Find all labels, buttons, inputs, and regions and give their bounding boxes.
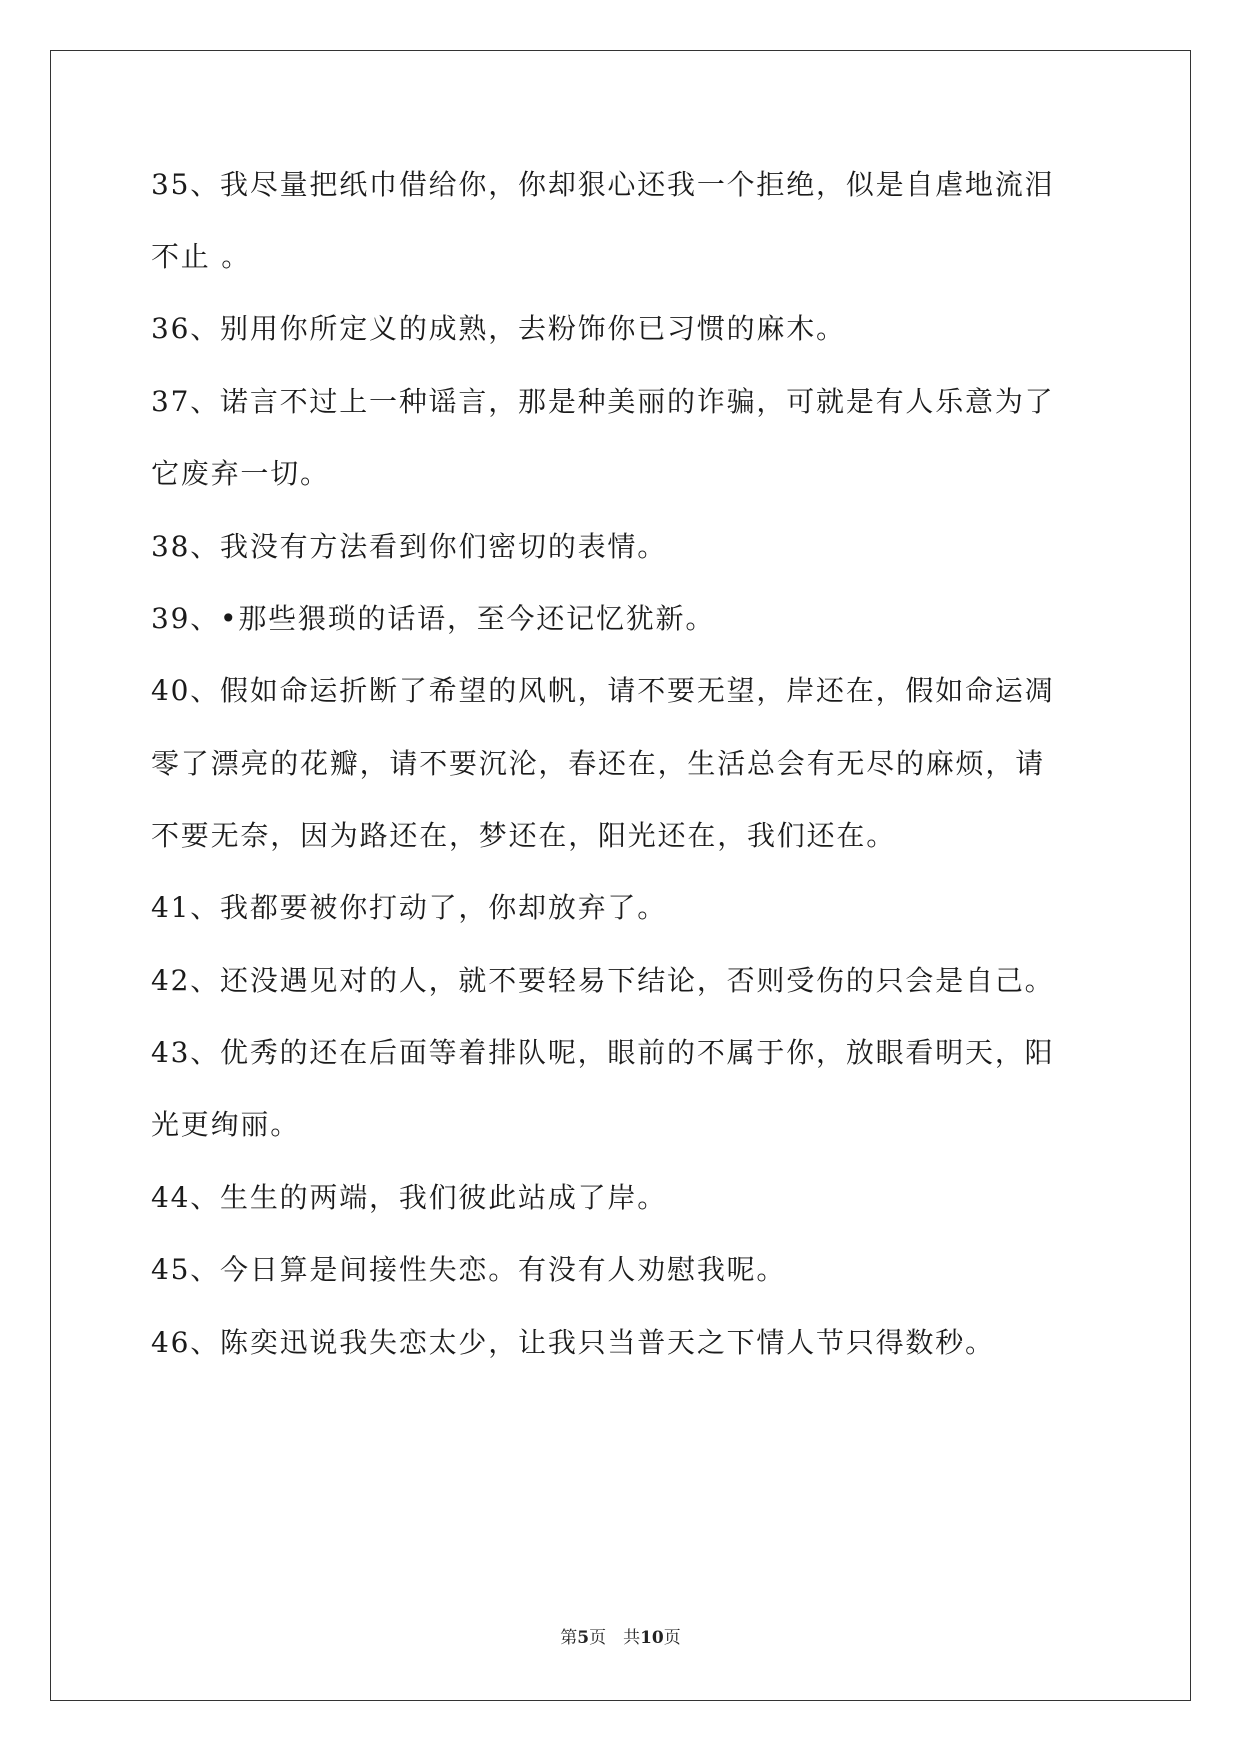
text-line: 45、今日算是间接性失恋。有没有人劝慰我呢。 (151, 1253, 787, 1286)
text-line: 36、别用你所定义的成熟，去粉饰你已习惯的麻木。 (151, 312, 846, 345)
text-line: 它废弃一切。 (151, 457, 330, 490)
page-footer (0, 1626, 1241, 1650)
text-line: 42、还没遇见对的人，就不要轻易下结论，否则受伤的只会是自己。 (151, 964, 1055, 997)
text-line: 38、我没有方法看到你们密切的表情。 (151, 530, 668, 563)
text-line: 光更绚丽。 (151, 1108, 301, 1141)
text-line: 41、我都要被你打动了，你却放弃了。 (151, 891, 668, 924)
text-line: 40、假如命运折断了希望的风帆，请不要无望，岸还在，假如命运凋 (151, 674, 1055, 707)
footer-middle: 页 共 (589, 1628, 641, 1648)
text-line: 44、生生的两端，我们彼此站成了岸。 (151, 1181, 668, 1214)
page-border (50, 50, 1191, 1701)
current-page-number: 5 (577, 1628, 590, 1648)
text-line: 不要无奈，因为路还在，梦还在，阳光还在，我们还在。 (151, 819, 897, 852)
text-line: 46、陈奕迅说我失恋太少，让我只当普天之下情人节只得数秒。 (151, 1326, 995, 1359)
text-line: 43、优秀的还在后面等着排队呢，眼前的不属于你，放眼看明天，阳 (151, 1036, 1055, 1069)
footer-suffix: 页 (663, 1628, 681, 1648)
text-line: 37、诺言不过上一种谣言，那是种美丽的诈骗，可就是有人乐意为了 (151, 385, 1055, 418)
text-line: 零了漂亮的花瓣，请不要沉沦，春还在，生活总会有无尽的麻烦，请 (151, 747, 1046, 780)
text-line: 35、我尽量把纸巾借给你，你却狠心还我一个拒绝，似是自虐地流泪 (151, 168, 1055, 201)
total-page-count: 10 (640, 1628, 664, 1648)
footer-prefix: 第 (560, 1628, 578, 1648)
text-line: 不止 。 (151, 240, 252, 273)
text-line: 39、•那些猥琐的话语，至今还记忆犹新。 (151, 602, 716, 635)
